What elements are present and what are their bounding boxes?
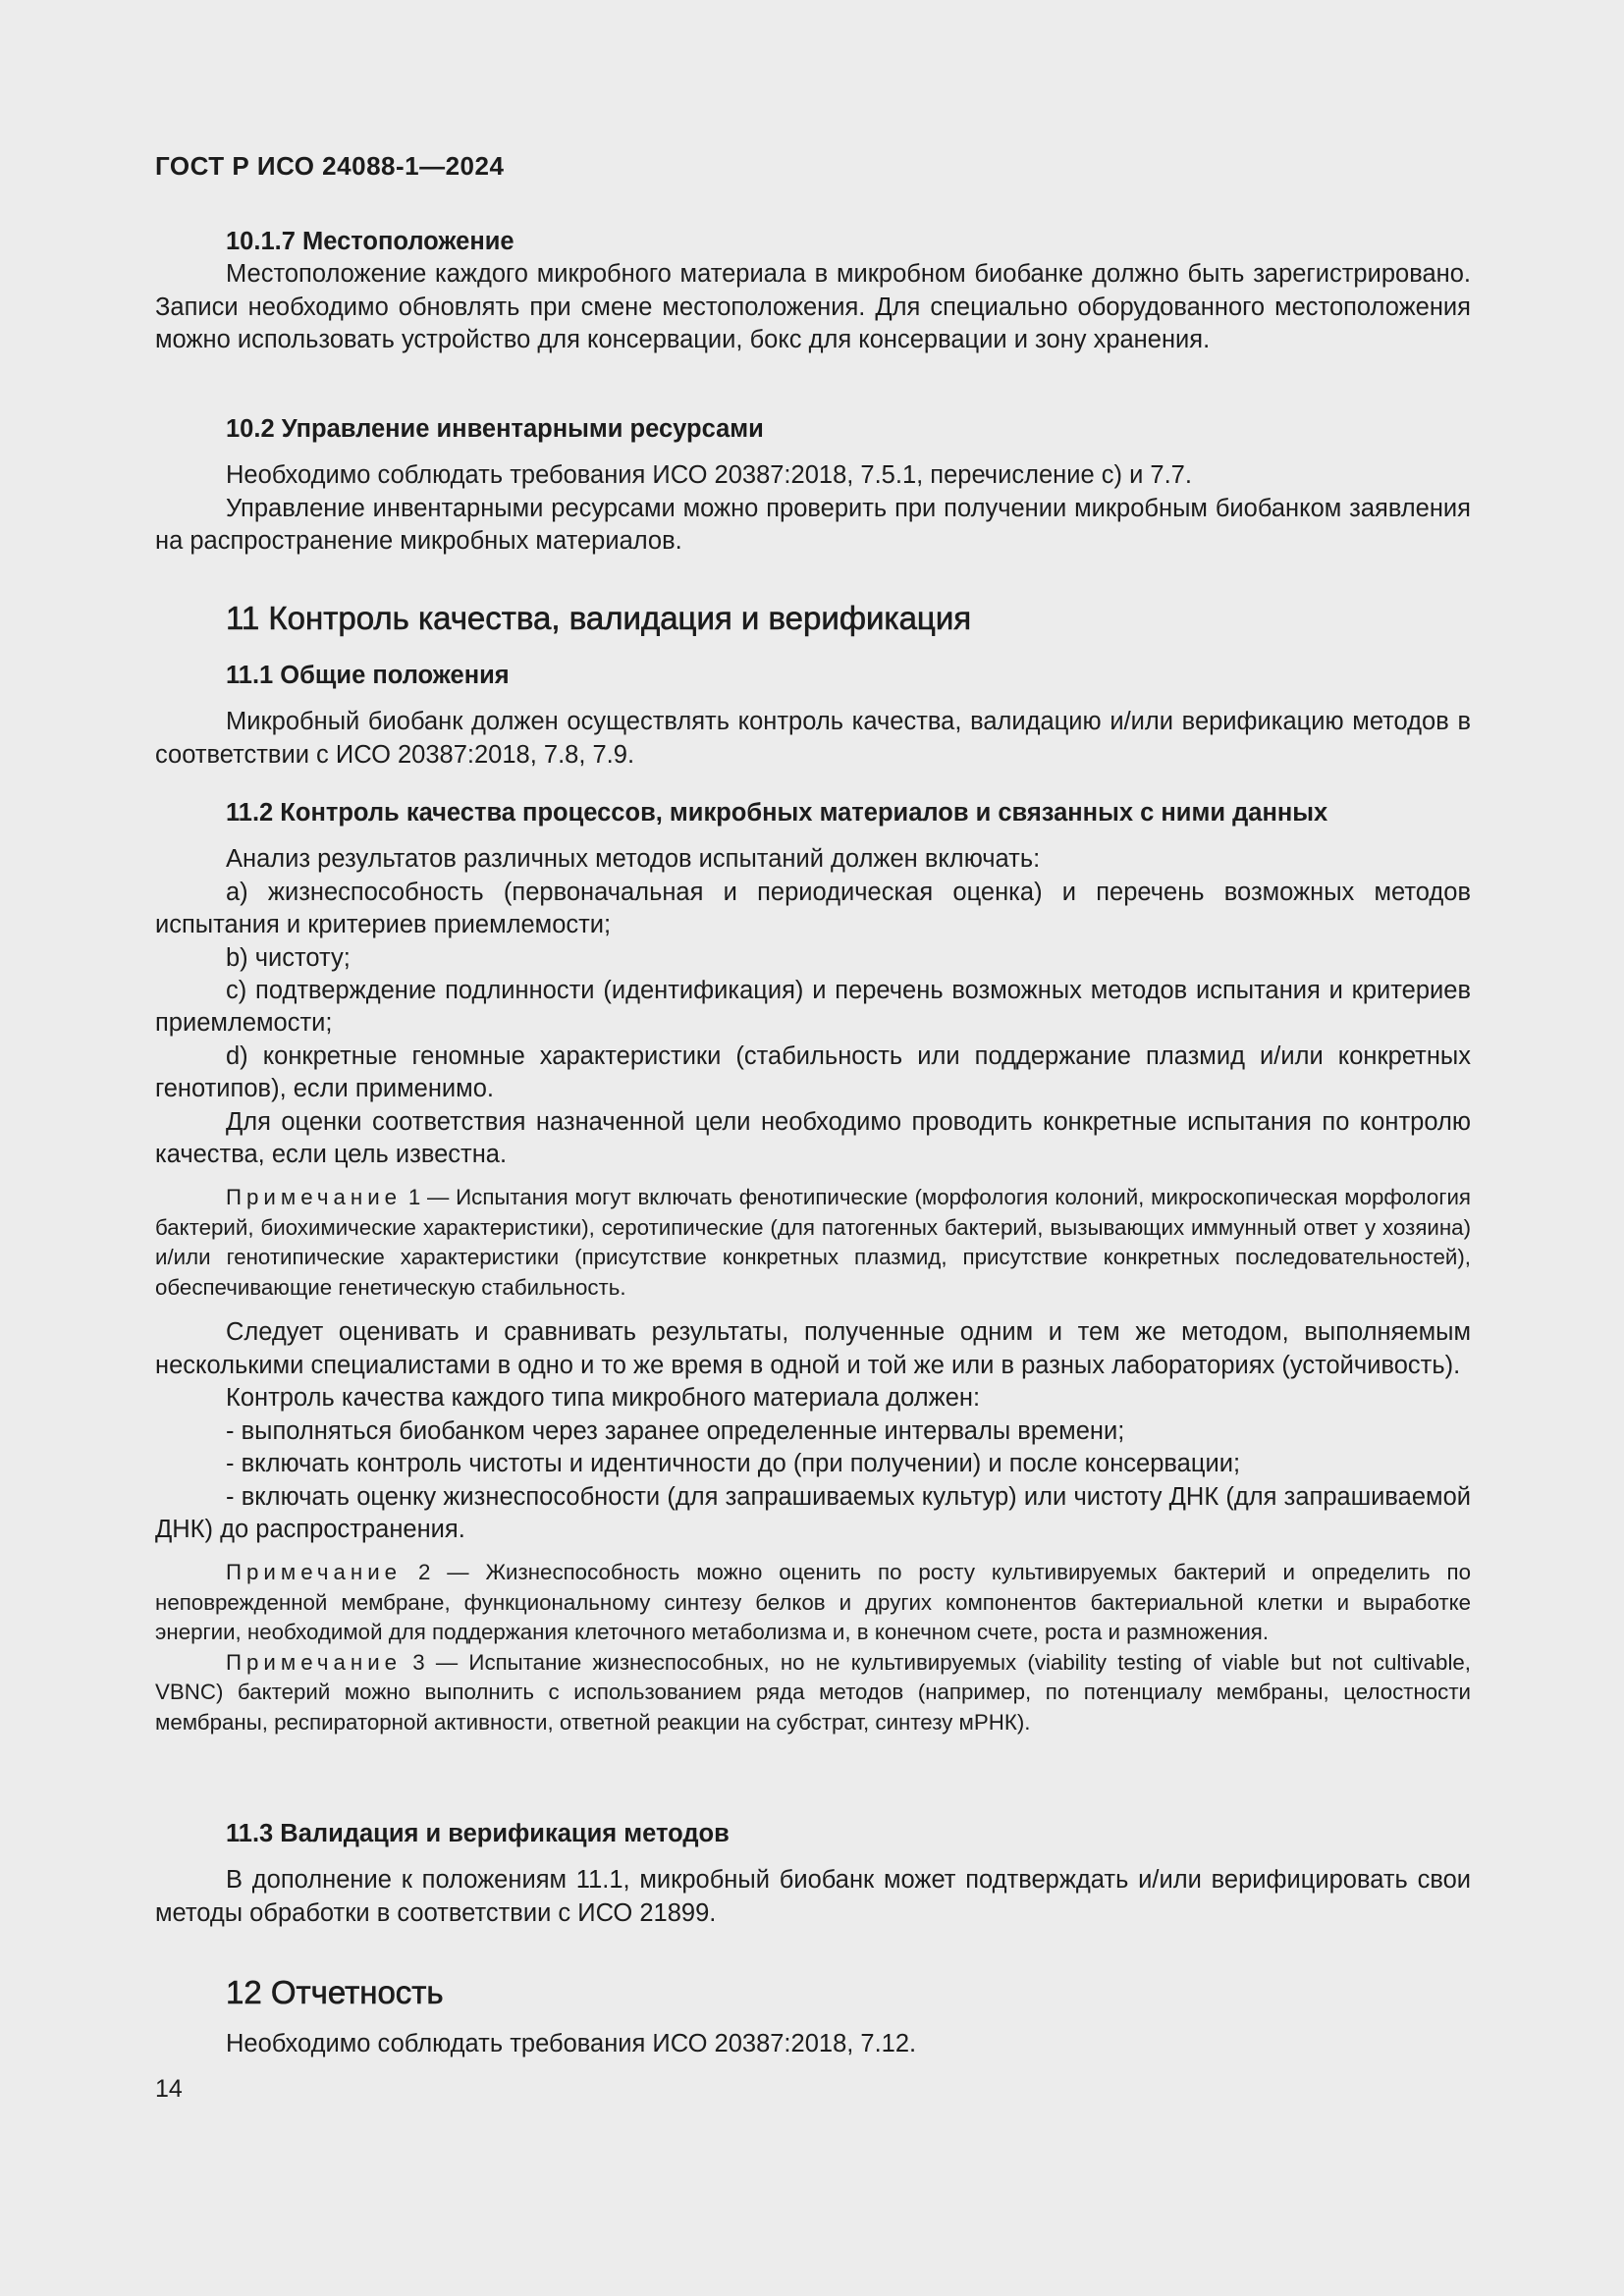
- paragraph: Микробный биобанк должен осуществлять контроль качества, валидацию и/или верификацию методов в соответствии с ИСО 20387:2018, 7.8, 7.9.: [155, 708, 1471, 769]
- section-11-2: [155, 797, 1471, 1737]
- section-11-1: [155, 660, 1471, 772]
- paragraph: Для оценки соответствия назначенной цели необходимо проводить конкретные испытания по контролю качества, если цель известна.: [155, 1107, 1471, 1169]
- section-title: 11.3 Валидация и верификация методов: [226, 1820, 730, 1847]
- chapter-title: 11 Контроль качества, валидация и верификация: [226, 600, 972, 636]
- note-text: 2 — Жизнеспособность можно оценить по росту культивируемых бактерий и определить по неповрежденной мембране, функциональному синтезу белков и других компонентов бактериальной клетки и выработке энергии, необходимой для поддержания клеточного метаболизма и, в конечном счете, роста и размножения.: [155, 1560, 1471, 1645]
- section-title: 11.1 Общие положения: [226, 662, 510, 689]
- paragraph: В дополнение к положениям 11.1, микробный биобанк может подтверждать и/или верифицировать свои методы обработки в соответствии с ИСО 21899.: [155, 1866, 1471, 1927]
- section-title: 10.2 Управление инвентарными ресурсами: [226, 415, 764, 443]
- dash-item: - включать контроль чистоты и идентичности до (при получении) и после консервации;: [226, 1450, 1241, 1478]
- note-label: Примечание: [226, 1649, 403, 1675]
- note-label: Примечание: [226, 1185, 403, 1210]
- paragraph: Следует оценивать и сравнивать результаты, полученные одним и тем же методом, выполняемым несколькими специалистами в одно и то же время в одной и той же или в разных лабораториях (устойчивость).: [155, 1318, 1471, 1379]
- section-10-2: [155, 413, 1471, 559]
- section-10-1-7: [155, 226, 1471, 357]
- document-header: ГОСТ Р ИСО 24088-1—2024: [155, 151, 505, 181]
- section-title: 11.2 Контроль качества процессов, микробных материалов и связанных с ними данных: [226, 799, 1328, 827]
- note-text: 1 — Испытания могут включать фенотипические (морфология колоний, микроскопическая морфология бактерий, биохимические характеристики), серотипические (для патогенных бактерий, вызывающих иммунный ответ у хозяина) и/или генотипические характеристики (присутствие конкретных плазмид, присутствие конкретных последовательностей), обеспечивающие генетическую стабильность.: [155, 1185, 1471, 1300]
- paragraph: Анализ результатов различных методов испытаний должен включать:: [226, 845, 1041, 874]
- paragraph: Необходимо соблюдать требования ИСО 20387:2018, 7.12.: [226, 2030, 917, 2057]
- section-11-3: [155, 1818, 1471, 1930]
- list-item: d) конкретные геномные характеристики (стабильность или поддержание плазмид и/или конкретных генотипов), если применимо.: [155, 1041, 1471, 1103]
- page-number: 14: [155, 2075, 183, 2103]
- dash-item: - включать оценку жизнеспособности (для запрашиваемых культур) или чистоту ДНК (для запрашиваемой ДНК) до распространения.: [155, 1482, 1471, 1543]
- dash-item: - выполняться биобанком через заранее определенные интервалы времени;: [226, 1416, 1125, 1445]
- list-item: c) подтверждение подлинности (идентификация) и перечень возможных методов испытания и критериев приемлемости;: [155, 977, 1471, 1038]
- paragraph: Местоположение каждого микробного материала в микробном биобанке должно быть зарегистрировано. Записи необходимо обновлять при смене местоположения. Для специально оборудованного местоположения можно использовать устройство для консервации, бокс для консервации и зону хранения.: [155, 260, 1471, 354]
- paragraph: Необходимо соблюдать требования ИСО 20387:2018, 7.5.1, перечисление с) и 7.7.: [226, 461, 1192, 490]
- paragraph: Управление инвентарными ресурсами можно проверить при получении микробным биобанком заявления на распространение микробных материалов.: [155, 494, 1471, 556]
- list-item: a) жизнеспособность (первоначальная и периодическая оценка) и перечень возможных методов испытания и критериев приемлемости;: [155, 878, 1471, 939]
- note-1: [155, 1183, 1471, 1303]
- note-3: [155, 1648, 1471, 1738]
- note-label: Примечание: [226, 1560, 403, 1585]
- note-text: 3 — Испытание жизнеспособных, но не культивируемых (viability testing of viable but not cultivable, VBNC) бактерий можно выполнить с использованием ряда методов (например, по потенциалу мембраны, целостности мембраны, респираторной активности, ответной реакции на субстрат, синтезу мРНК).: [155, 1649, 1471, 1735]
- paragraph: Контроль качества каждого типа микробного материала должен:: [226, 1384, 981, 1413]
- section-12: [155, 1973, 1471, 2060]
- note-2: [155, 1558, 1471, 1648]
- section-11: [155, 599, 1471, 638]
- list-item: b) чистоту;: [226, 943, 351, 972]
- chapter-title: 12 Отчетность: [226, 1974, 444, 2010]
- section-title: 10.1.7 Местоположение: [226, 228, 514, 255]
